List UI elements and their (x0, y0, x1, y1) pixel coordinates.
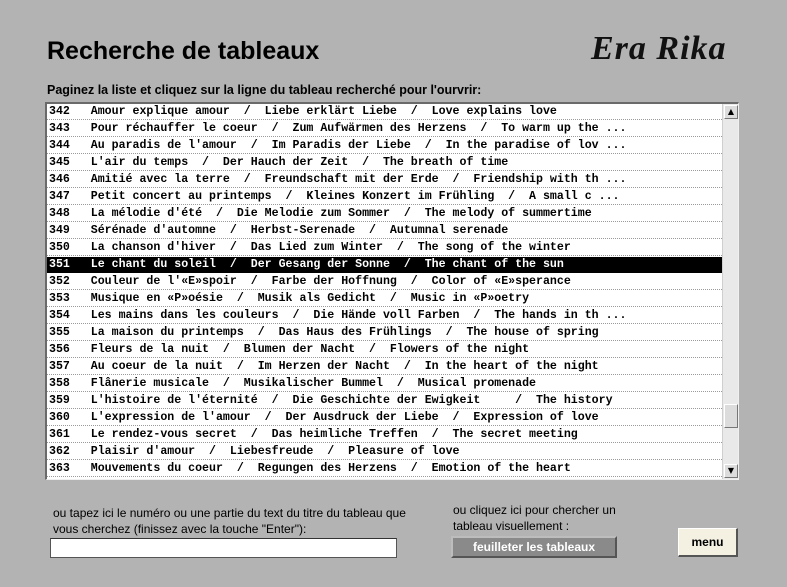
browse-paintings-button[interactable]: feuilleter les tableaux (451, 536, 617, 558)
paintings-listbox[interactable] (45, 102, 739, 480)
list-item[interactable]: 348 La mélodie d'été / Die Melodie zum Sommer / The melody of summertime (47, 206, 722, 222)
list-item[interactable]: 361 Le rendez-vous secret / Das heimliche Treffen / The secret meeting (47, 427, 722, 443)
scroll-down-icon[interactable]: ▼ (724, 464, 738, 478)
list-item[interactable]: 352 Couleur de l'«E»spoir / Farbe der Hoffnung / Color of «E»sperance (47, 274, 722, 290)
list-item[interactable]: 345 L'air du temps / Der Hauch der Zeit / The breath of time (47, 155, 722, 171)
list-item[interactable]: 362 Plaisir d'amour / Liebesfreude / Pleasure of love (47, 444, 722, 460)
search-hint: ou tapez ici le numéro ou une partie du text du titre du tableau que vous cherchez (finissez avec la touche "Enter"): (53, 506, 406, 536)
list-item[interactable]: 359 L'histoire de l'éternité / Die Geschichte der Ewigkeit / The history (47, 393, 722, 409)
browse-hint: ou cliquez ici pour chercher un tableau visuellement : (453, 503, 616, 533)
list-item[interactable]: 357 Au coeur de la nuit / Im Herzen der Nacht / In the heart of the night (47, 359, 722, 375)
list-item[interactable]: 342 Amour explique amour / Liebe erklärt Liebe / Love explains love (47, 104, 722, 120)
list-item[interactable]: 347 Petit concert au printemps / Kleines Konzert im Frühling / A small c ... (47, 189, 722, 205)
list-item[interactable]: 354 Les mains dans les couleurs / Die Hände voll Farben / The hands in th ... (47, 308, 722, 324)
list-item-selected[interactable]: 351 Le chant du soleil / Der Gesang der Sonne / The chant of the sun (47, 257, 722, 273)
list-item[interactable]: 360 L'expression de l'amour / Der Ausdruck der Liebe / Expression of love (47, 410, 722, 426)
list-item[interactable]: 363 Mouvements du coeur / Regungen des Herzens / Emotion of the heart (47, 461, 722, 477)
page-title: Recherche de tableaux (47, 37, 320, 65)
menu-button[interactable]: menu (678, 528, 738, 557)
list-scrollbar[interactable] (722, 104, 738, 479)
paintings-list (47, 104, 722, 480)
list-item[interactable] (47, 478, 722, 480)
list-item[interactable]: 355 La maison du printemps / Das Haus des Frühlings / The house of spring (47, 325, 722, 341)
list-item[interactable]: 349 Sérénade d'automne / Herbst-Serenade / Autumnal serenade (47, 223, 722, 239)
list-instructions: Paginez la liste et cliquez sur la ligne du tableau recherché pour l'ourvrir: (47, 83, 482, 97)
list-item[interactable]: 343 Pour réchauffer le coeur / Zum Aufwärmen des Herzens / To warm up the ... (47, 121, 722, 137)
list-item[interactable]: 346 Amitié avec la terre / Freundschaft mit der Erde / Friendship with th ... (47, 172, 722, 188)
list-item[interactable]: 344 Au paradis de l'amour / Im Paradis der Liebe / In the paradise of lov ... (47, 138, 722, 154)
list-item[interactable]: 356 Fleurs de la nuit / Blumen der Nacht / Flowers of the night (47, 342, 722, 358)
list-item[interactable]: 358 Flânerie musicale / Musikalischer Bummel / Musical promenade (47, 376, 722, 392)
scroll-up-icon[interactable]: ▲ (724, 105, 738, 119)
brand-logo: Era Rika (591, 30, 727, 67)
scroll-thumb[interactable] (724, 404, 738, 428)
search-input[interactable] (50, 538, 397, 558)
list-item[interactable]: 353 Musique en «P»oésie / Musik als Gedicht / Music in «P»oetry (47, 291, 722, 307)
list-item[interactable]: 350 La chanson d'hiver / Das Lied zum Winter / The song of the winter (47, 240, 722, 256)
